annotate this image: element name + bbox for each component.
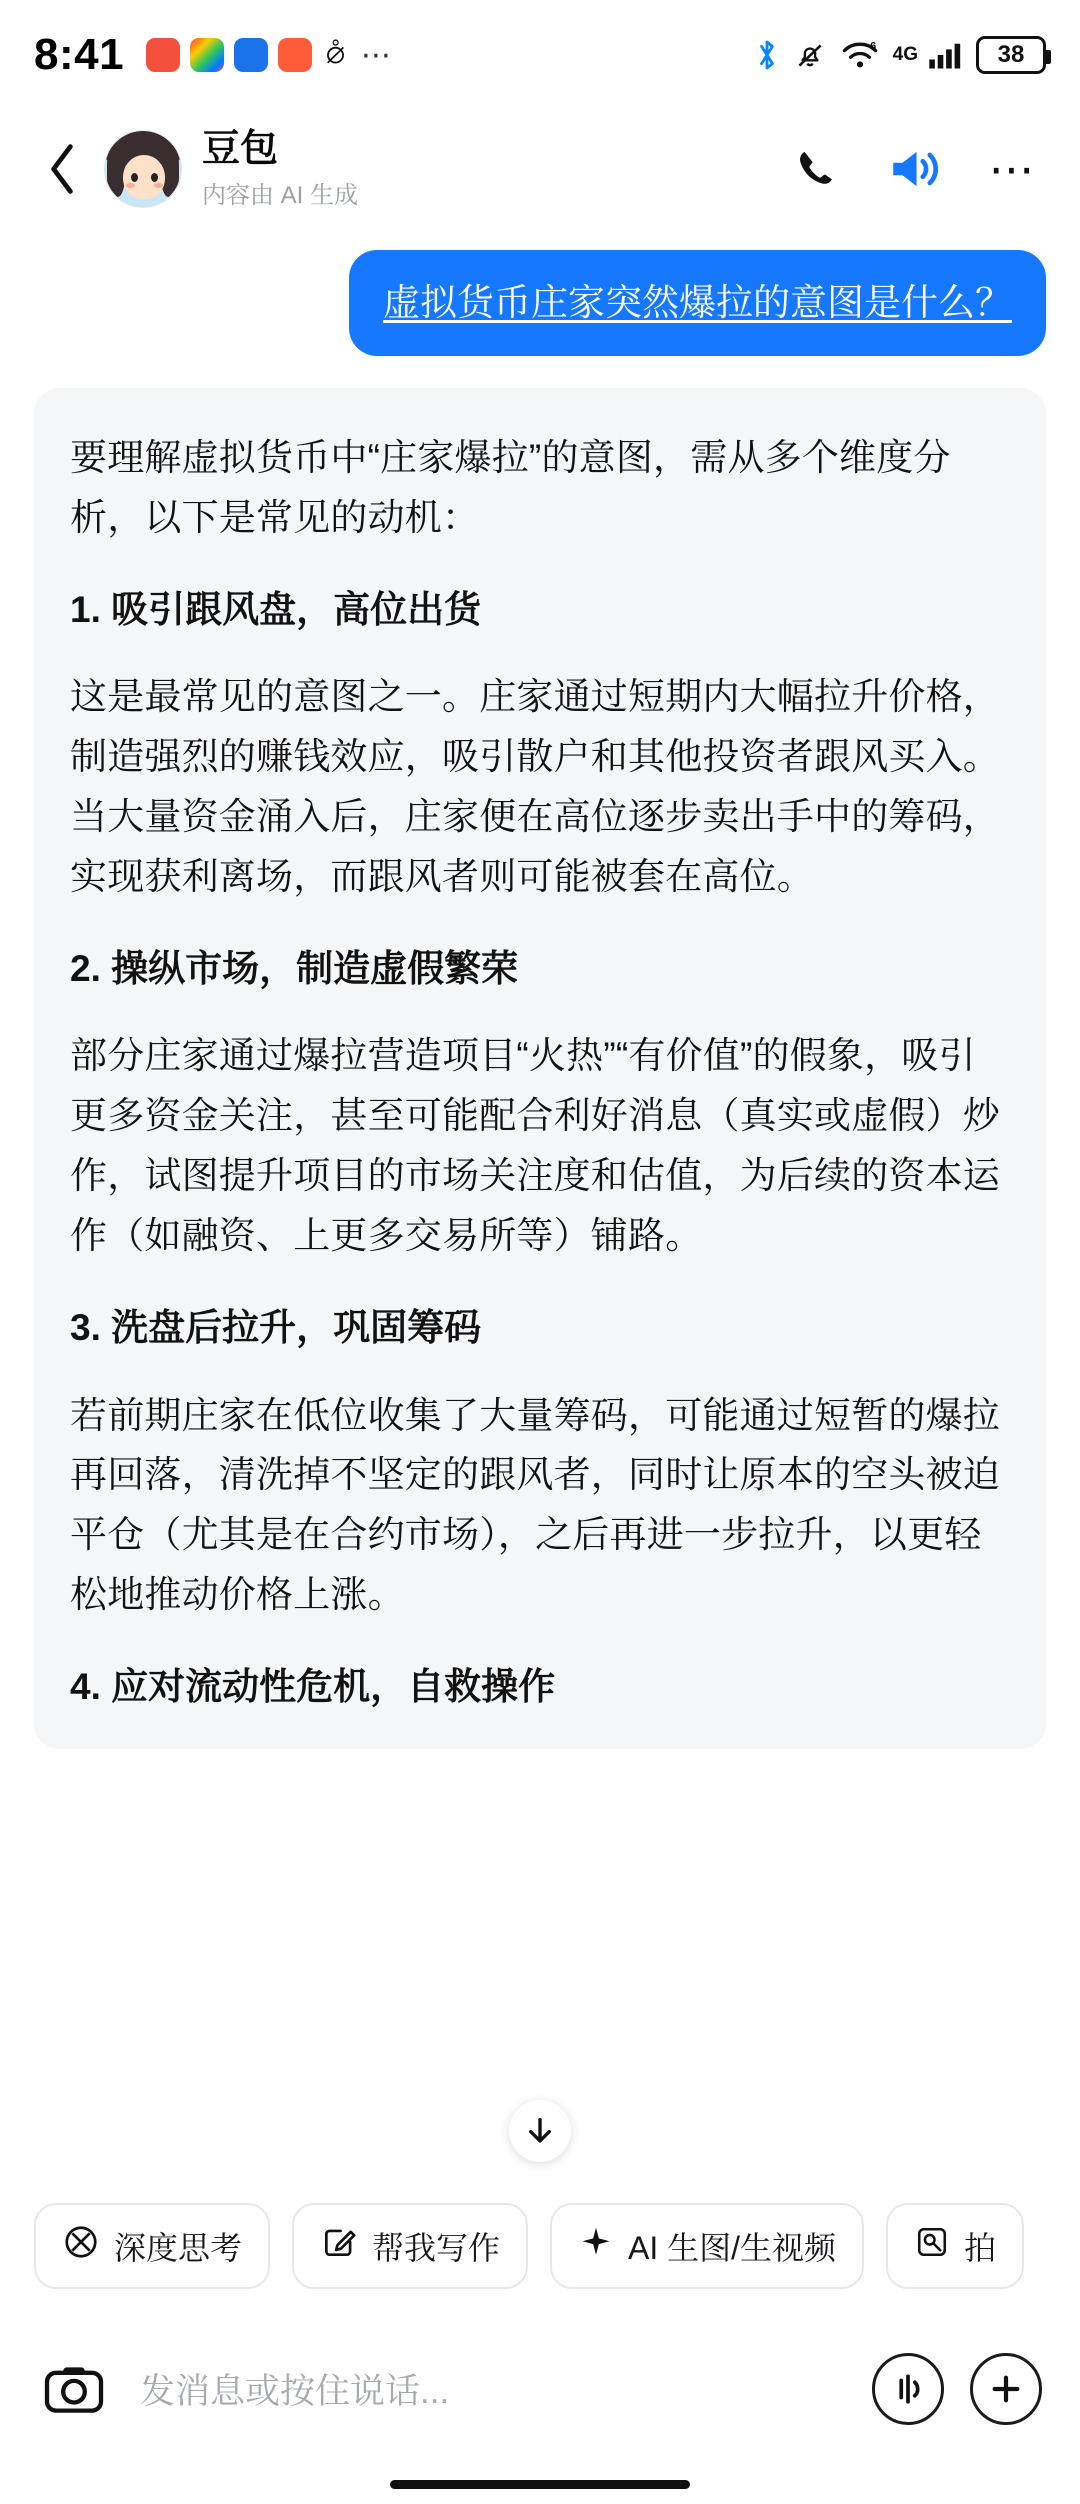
deep-think-icon — [62, 2223, 100, 2269]
status-bar — [0, 0, 1080, 110]
message-input[interactable]: 发消息或按住说话... — [140, 2372, 450, 2411]
assistant-heading: 3. 洗盘后拉升，巩固筹码 — [70, 1307, 482, 1349]
user-message-row — [34, 250, 1046, 356]
speaker-on-icon[interactable] — [886, 140, 944, 198]
header-actions — [788, 140, 1046, 198]
assistant-paragraph: 要理解虚拟货币中“庄家爆拉”的意图，需从多个维度分析，以下是常见的动机： — [70, 436, 951, 538]
camera-icon[interactable] — [38, 2353, 110, 2425]
app-chip-red-icon — [146, 38, 180, 72]
scroll-to-bottom-button[interactable] — [509, 2100, 571, 2162]
back-button[interactable] — [34, 141, 90, 197]
assistant-heading: 2. 操纵市场，制造虚假繁荣 — [70, 947, 519, 989]
assistant-paragraph: 这是最常见的意图之一。庄家通过短期内大幅拉升价格，制造强烈的赚钱效应，吸引散户和其他投资者跟风买入。当大量资金涌入后，庄家便在高位逐步卖出手中的筹码，实现获利离场，而跟风者则可能被套在高位。 — [70, 676, 1000, 897]
network-type-label: 4G — [892, 44, 918, 65]
signal-icon — [927, 38, 963, 72]
assistant-paragraph: 部分庄家通过爆拉营造项目“火热”“有价值”的假象，吸引更多资金关注，甚至可能配合利好消息（真实或虚假）炒作，试图提升项目的市场关注度和估值，为后续的资本运作（如融资、上更多交易所等）铺路。 — [70, 1035, 1000, 1257]
more-horizontal-icon[interactable]: ⋯ — [988, 142, 1038, 195]
quick-action-ai-media[interactable] — [550, 2203, 864, 2289]
overflow-dots-icon: ⋯ — [360, 38, 393, 72]
avatar[interactable] — [104, 130, 182, 208]
wifi-icon — [840, 38, 880, 72]
assistant-heading: 1. 吸引跟风盘，高位出货 — [70, 588, 482, 630]
chat-title-block[interactable] — [202, 128, 788, 211]
home-indicator — [0, 2464, 1080, 2504]
voice-wave-icon[interactable] — [872, 2353, 944, 2425]
plus-icon[interactable] — [970, 2353, 1042, 2425]
scan-icon — [914, 2224, 950, 2268]
bluetooth-icon: ⦲ — [326, 39, 345, 70]
quick-action-deep-think[interactable] — [34, 2203, 270, 2289]
app-chip-multicolor-icon — [190, 38, 224, 72]
message-list[interactable] — [0, 228, 1080, 2178]
quick-action-bar[interactable] — [0, 2178, 1080, 2314]
quick-action-scan[interactable] — [886, 2203, 1024, 2289]
quick-action-label: 深度思考 — [114, 2230, 243, 2266]
sparkle-icon — [578, 2224, 614, 2268]
app-chip-blue-icon — [234, 38, 268, 72]
app-chip-orange-icon — [278, 38, 312, 72]
svg-text:6: 6 — [869, 40, 876, 53]
assistant-heading: 4. 应对流动性危机，自救操作 — [70, 1666, 556, 1708]
phone-icon[interactable] — [788, 140, 846, 198]
message-input-bar — [0, 2314, 1080, 2464]
battery-indicator: 38 — [976, 36, 1046, 74]
quick-action-label: 帮我写作 — [372, 2230, 501, 2266]
quick-action-write[interactable] — [292, 2203, 528, 2289]
user-message-bubble[interactable] — [349, 250, 1046, 356]
quick-action-label: 拍 — [964, 2230, 997, 2266]
assistant-message-bubble[interactable] — [34, 388, 1046, 1749]
bluetooth-status-icon — [754, 37, 780, 73]
mute-bell-icon — [793, 38, 827, 72]
chat-header — [0, 110, 1080, 228]
status-right-icons — [754, 36, 1046, 74]
ai-disclaimer-label: 内容由 AI 生成 — [202, 182, 359, 210]
write-pencil-icon — [320, 2223, 358, 2269]
user-message-text: 虚拟货币庄家突然爆拉的意图是什么？ — [383, 282, 1012, 323]
assistant-paragraph: 若前期庄家在低位收集了大量筹码，可能通过短暂的爆拉再回落，清洗掉不坚定的跟风者，同时让原本的空头被迫平仓（尤其是在合约市场），之后再进一步拉升，以更轻松地推动价格上涨。 — [70, 1394, 1000, 1616]
quick-action-label: AI 生图/生视频 — [628, 2230, 837, 2266]
status-left-icons — [146, 38, 754, 73]
status-time: 8:41 — [34, 30, 125, 79]
page-title: 豆包 — [202, 127, 279, 170]
